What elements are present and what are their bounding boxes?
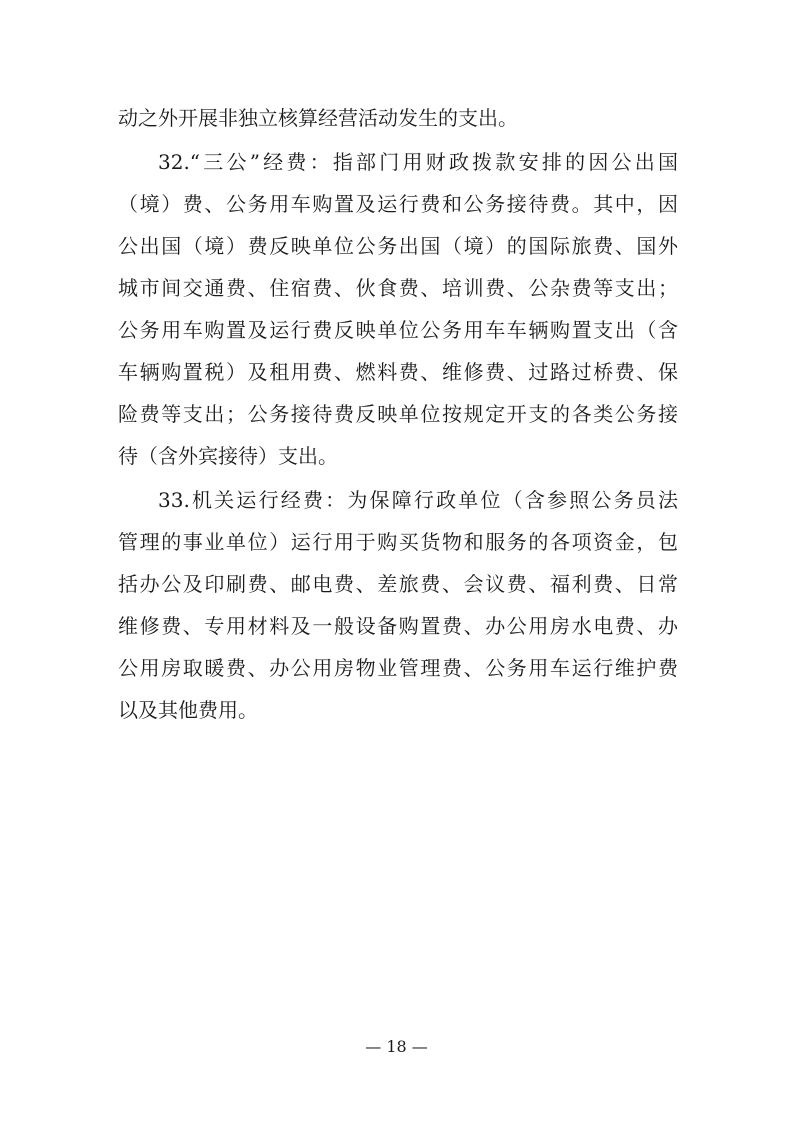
text-line-7: 车辆购置税）及租用费、燃料费、维修费、过路过桥费、保 [118, 360, 678, 384]
text-line-10: 33.机关运行经费：为保障行政单位（含参照公务员法 [158, 488, 678, 512]
text-line-6: 公务用车购置及运行费反映单位公务用车车辆购置支出（含 [118, 318, 678, 342]
text-line-4: 公出国（境）费反映单位公务出国（境）的国际旅费、国外 [118, 234, 678, 258]
text-line-2: 32.“三公”经费：指部门用财政拨款安排的因公出国 [158, 150, 678, 174]
text-line-15: 以及其他费用。 [118, 698, 258, 722]
text-line-14: 公用房取暖费、办公用房物业管理费、公务用车运行维护费 [118, 656, 678, 680]
text-line-1: 动之外开展非独立核算经营活动发生的支出。 [118, 106, 518, 130]
page-number: — 18 — [365, 1037, 428, 1056]
text-line-13: 维修费、专用材料及一般设备购置费、办公用房水电费、办 [118, 614, 678, 638]
text-line-3: （境）费、公务用车购置及运行费和公务接待费。其中，因 [118, 192, 678, 216]
text-line-8: 险费等支出；公务接待费反映单位按规定开支的各类公务接 [118, 402, 678, 426]
text-line-9: 待（含外宾接待）支出。 [118, 444, 338, 468]
text-line-5: 城市间交通费、住宿费、伙食费、培训费、公杂费等支出； [118, 276, 678, 300]
text-line-11: 管理的事业单位）运行用于购买货物和服务的各项资金，包 [118, 530, 678, 554]
text-line-12: 括办公及印刷费、邮电费、差旅费、会议费、福利费、日常 [118, 572, 678, 596]
